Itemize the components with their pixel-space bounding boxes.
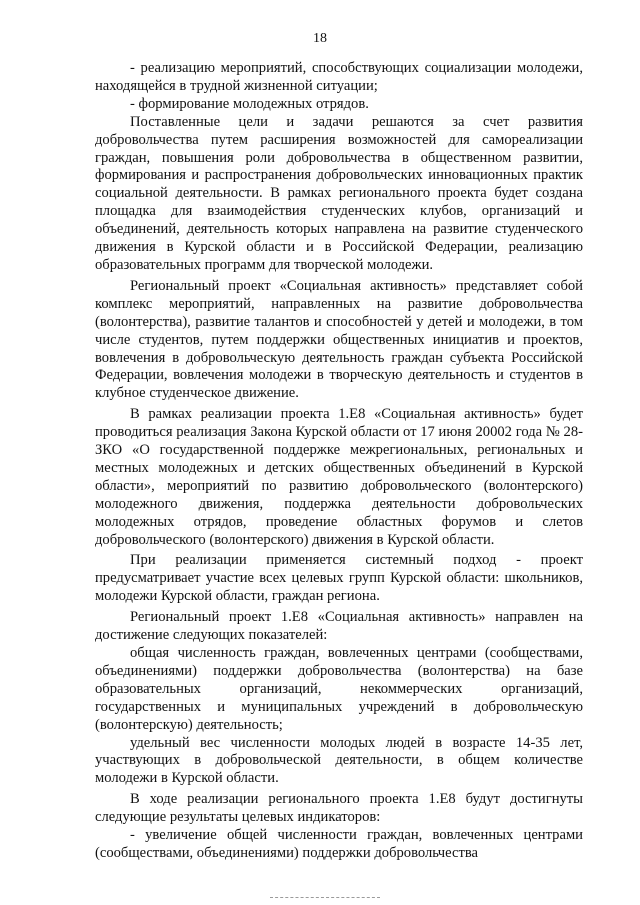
- document-body: [95, 60, 583, 863]
- page-number: 18: [313, 31, 327, 46]
- paragraph-6: При реализации применяется системный подход - проект предусматривает участие всех целевых групп Курской области: школьников, молодежи Курской области, граждан региона.: [95, 552, 583, 605]
- paragraph-5: В рамках реализации проекта 1.Е8 «Социальная активность» будет проводиться реализация Закона Курской области от 17 июня 20002 года № 28-ЗКО «О государственной поддержке межрегиональных, региональных и местных молодежных и детских общественных объединений в Курской области», мероприятий по развитию добровольческого (волонтерского) молодежного движения, поддержка деятельности добровольческих молодежных отрядов, проведение областных форумов и слетов добровольческого (волонтерского) движения в Курской области.: [95, 406, 583, 548]
- paragraph-8: общая численность граждан, вовлеченных центрами (сообществами, объединениями) поддержки добровольчества (волонтерства) на базе образовательных организаций, некоммерческих организаций, государственных и муниципальных учреждений в добровольческую (волонтерскую) деятельность;: [95, 645, 583, 733]
- paragraph-3: Поставленные цели и задачи решаются за счет развития добровольчества путем расширения возможностей для самореализации граждан, повышения роли добровольчества в общественном развитии, формирования и распространения добровольческих инновационных практик социальной деятельности. В рамках регионального проекта будет создана площадка для взаимодействия студенческих клубов, организаций и объединений, деятельность которых направлена на развитие студенческого движения в Курской области и в Российской Федерации, реализацию образовательных программ для творческой молодежи.: [95, 113, 583, 273]
- paragraph-7: Региональный проект 1.Е8 «Социальная активность» направлен на достижение следующих показателей:: [95, 609, 583, 644]
- paragraph-2: - формирование молодежных отрядов.: [130, 95, 369, 112]
- paragraph-4: Региональный проект «Социальная активность» представляет собой комплекс мероприятий, направленных на развитие добровольчества (волонтерства), развитие талантов и способностей у детей и молодежи, в том числе студентов, путем поддержки общественных инициатив и проектов, вовлечения в добровольческую деятельность граждан субъекта Российской Федерации, вовлечения молодежи в творческую деятельность и студентов в клубное студенческое движение.: [95, 277, 583, 402]
- paragraph-11: - увеличение общей численности граждан, вовлеченных центрами (сообществами, объединениями) поддержки добровольчества: [95, 827, 583, 861]
- paragraph-10: В ходе реализации регионального проекта 1.Е8 будут достигнуты следующие результаты целевых индикаторов:: [95, 791, 583, 826]
- paragraph-9: удельный вес численности молодых людей в возрасте 14-35 лет, участвующих в добровольческой деятельности, в общем количестве молодежи в Курской области.: [95, 734, 583, 787]
- paragraph-1: - реализацию мероприятий, способствующих социализации молодежи, находящейся в трудной жизненной ситуации;: [95, 60, 583, 94]
- scan-artifact: [270, 897, 380, 899]
